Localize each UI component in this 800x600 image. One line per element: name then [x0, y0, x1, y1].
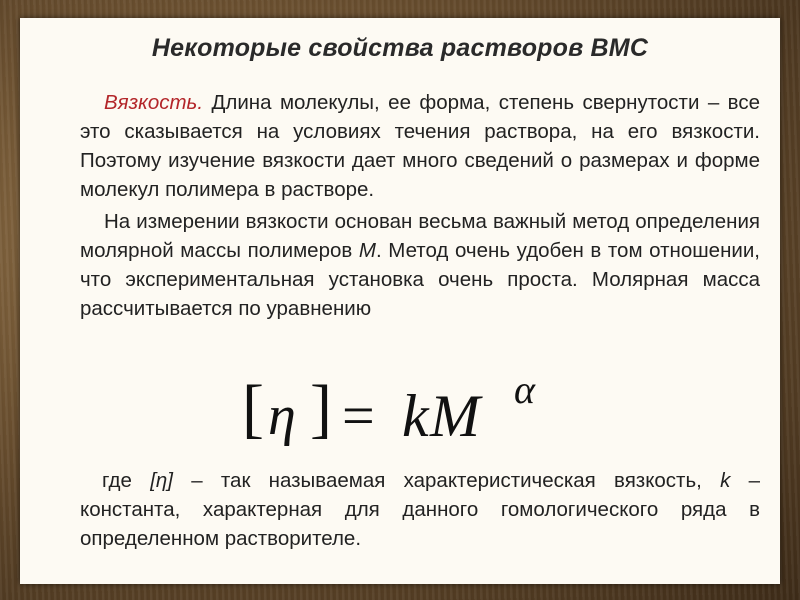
paragraph-method-text-after: . Метод очень удобен в том отношении, что экспериментальная установка очень проста. Молярная масса рассчитывается по уравнению [80, 239, 760, 320]
formula-equals: = [342, 383, 375, 448]
formula-M: M [430, 383, 480, 449]
formula-bracket-right: ] [310, 372, 332, 445]
paragraph-method [80, 207, 760, 323]
formula-exponent-alpha: α [514, 367, 535, 412]
symbol-k: k [720, 469, 731, 492]
paragraph-definitions [80, 466, 760, 553]
slide [20, 18, 780, 584]
term-viscosity: Вязкость. [104, 91, 204, 114]
slide-body [80, 88, 760, 323]
viscosity-formula [242, 367, 562, 450]
definitions-text-1: где [102, 469, 151, 492]
paragraph-viscosity-text: Длина молекулы, ее форма, степень свернутости – все это сказывается на условиях течения раствора, на его вязкости. Поэтому изучение вязкости дает много сведений о размерах и форме молекул полимера в растворе. [80, 91, 760, 201]
slide-title: Некоторые свойства растворов ВМС [151, 34, 649, 62]
symbol-M: М [358, 239, 376, 262]
paragraph-method-text-before: На измерении вязкости основан весьма важный метод определения молярной массы полимеров [80, 210, 760, 262]
formula-bracket-left: [ [242, 372, 264, 445]
formula-k: k [402, 383, 429, 449]
symbol-eta-brackets: [η] [150, 469, 173, 492]
paragraph-viscosity [80, 88, 760, 204]
definitions-text-3: – константа, характерная для данного гомологического ряда в определенном растворителе. [80, 469, 760, 550]
formula-eta: η [268, 385, 296, 447]
definitions-text-2: – так называемая характеристическая вязкость, [172, 469, 721, 492]
